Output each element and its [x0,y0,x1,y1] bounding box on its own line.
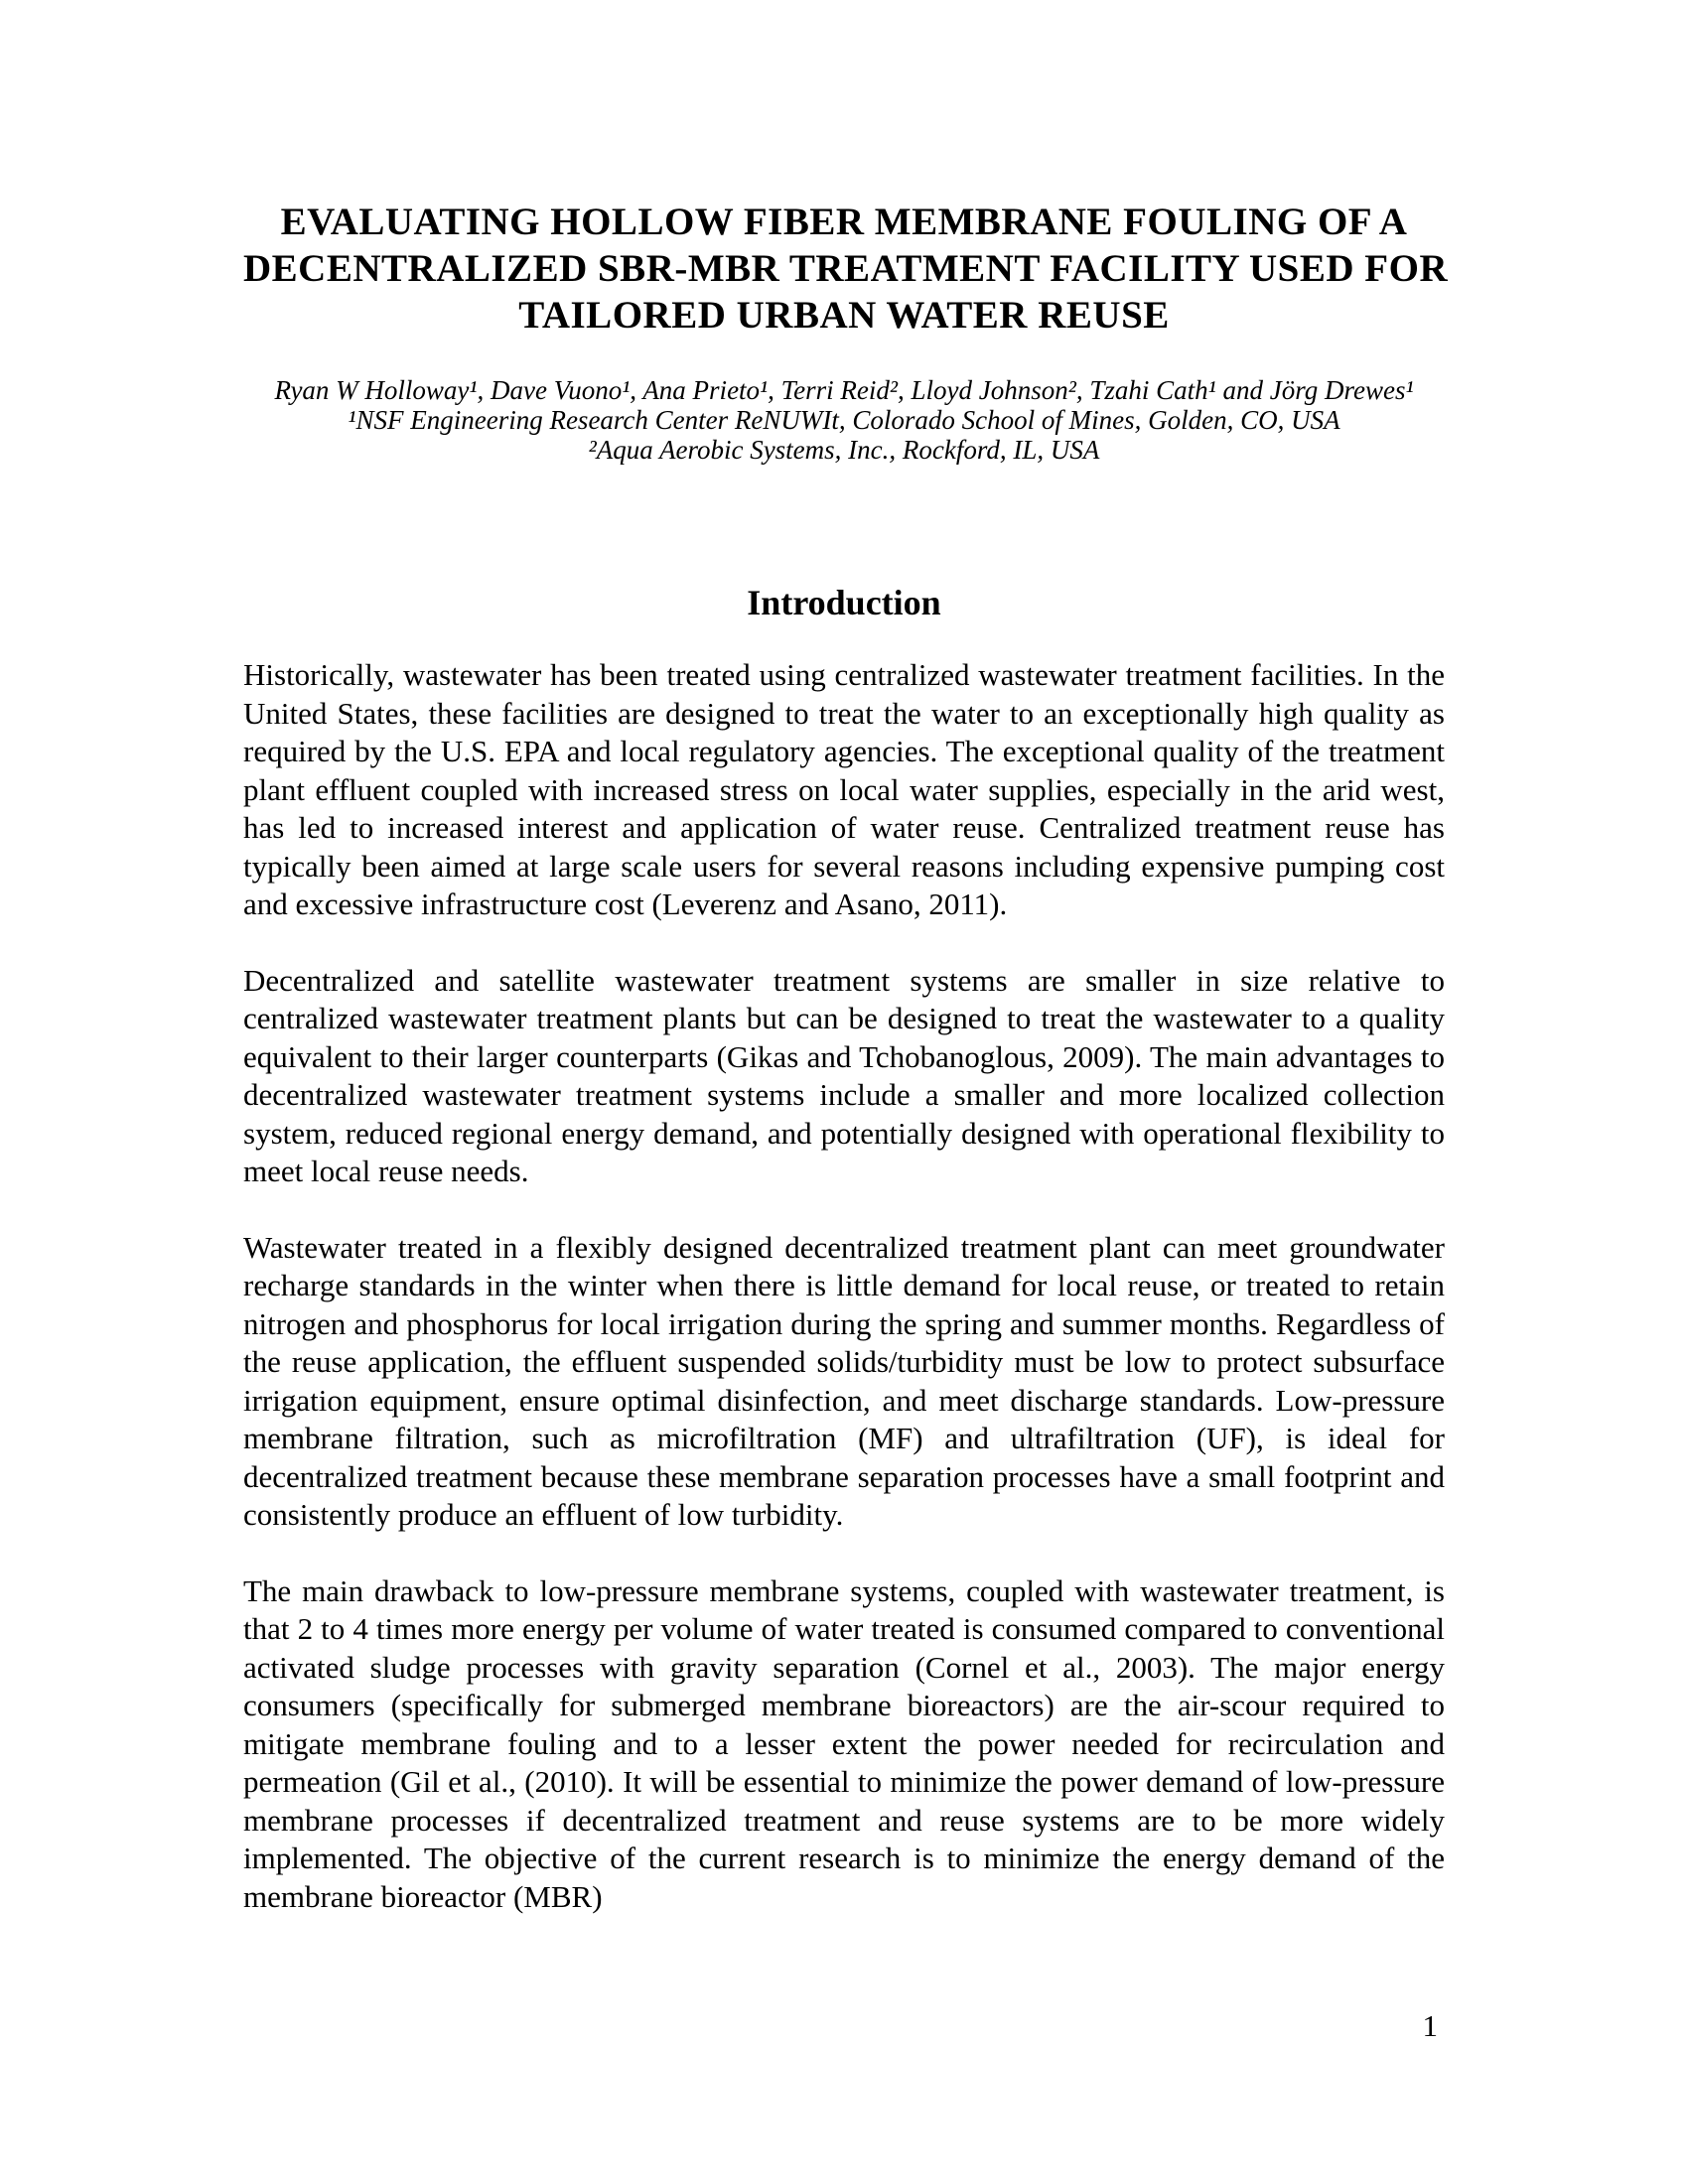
paragraph-1: Historically, wastewater has been treated using centralized wastewater treatment facilities. In the United States, these facilities are designed to treat the water to an exceptionally high quality as required by the U.S. EPA and local regulatory agencies. The exceptional quality of the treatment plant effluent coupled with increased stress on local water supplies, especially in the arid west, has led to increased interest and application of water reuse. Centralized treatment reuse has typically been aimed at large scale users for several reasons including expensive pumping cost and excessive infrastructure cost (Leverenz and Asano, 2011). [243,657,1445,921]
paper-title [243,0,1449,339]
title-line-1: EVALUATING HOLLOW FIBER MEMBRANE FOULING OF A [280,201,1408,243]
affiliation-1: ¹NSF Engineering Research Center ReNUWIt, Colorado School of Mines, Golden, CO, USA [348,405,1340,435]
introduction-body [243,656,1445,1916]
page-content [243,0,1449,1954]
section-heading-introduction: Introduction [747,583,941,622]
title-line-2: DECENTRALIZED SBR-MBR TREATMENT FACILITY USED FOR [243,247,1449,290]
paragraph-4: The main drawback to low-pressure membrane systems, coupled with wastewater treatment, is that 2 to 4 times more energy per volume of water treated is consumed compared to conventional activated sludge processes with gravity separation (Cornel et al., 2003). The major energy consumers (specifically for submerged membrane bioreactors) are the air-scour required to mitigate membrane fouling and to a lesser extent the power needed for recirculation and permeation (Gil et al., (2010). It will be essential to minimize the power demand of low-pressure membrane processes if decentralized treatment and reuse systems are to be more widely implemented. The objective of the current research is to minimize the energy demand of the membrane bioreactor (MBR) [243,1572,1445,1914]
paragraph-2: Decentralized and satellite wastewater treatment systems are smaller in size relative to centralized wastewater treatment plants but can be designed to treat the wastewater to a quality equivalent to their larger counterparts (Gikas and Tchobanoglous, 2009). The main advantages to decentralized wastewater treatment systems include a smaller and more localized collection system, reduced regional energy demand, and potentially designed with operational flexibility to meet local reuse needs. [243,962,1445,1188]
author-line: Ryan W Holloway¹, Dave Vuono¹, Ana Prieto¹, Terri Reid², Lloyd Johnson², Tzahi Cath¹ and Jörg Drewes¹ [274,375,1414,405]
page-number: 1 [1422,2008,1438,2043]
title-line-3: TAILORED URBAN WATER REUSE [518,294,1170,337]
affiliation-2: ²Aqua Aerobic Systems, Inc., Rockford, IL, USA [588,435,1100,465]
paragraph-3: Wastewater treated in a flexibly designed decentralized treatment plant can meet groundwater recharge standards in the winter when there is little demand for local reuse, or treated to retain nitrogen and phosphorus for local irrigation during the spring and summer months. Regardless of the reuse application, the effluent suspended solids/turbidity must be low to protect subsurface irrigation equipment, ensure optimal disinfection, and meet discharge standards. Low-pressure membrane filtration, such as microfiltration (MF) and ultrafiltration (UF), is ideal for decentralized treatment because these membrane separation processes have a small footprint and consistently produce an effluent of low turbidity. [243,1229,1445,1532]
